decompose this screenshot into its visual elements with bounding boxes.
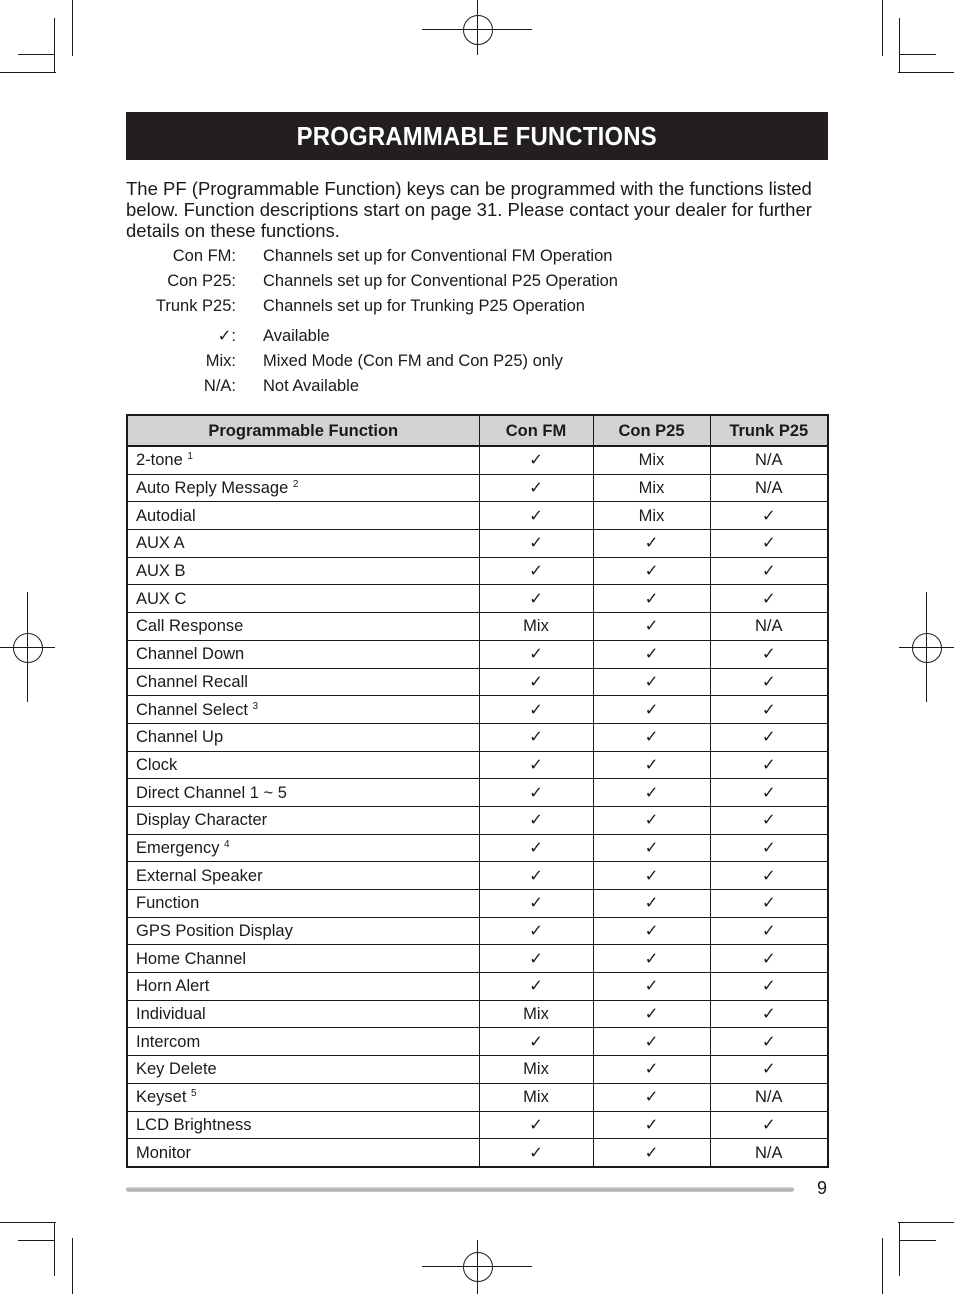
intro-paragraph: The PF (Programmable Function) keys can be programmed with the functions listed below. Function descriptions start on page 31. Please contact your dealer for further details on these functions. <box>126 178 812 241</box>
con-p25-cell: ✓ <box>593 1000 710 1028</box>
con-fm-cell: ✓ <box>479 502 593 530</box>
table-row <box>127 1028 828 1056</box>
table-row <box>127 1111 828 1139</box>
con-fm-cell: ✓ <box>479 890 593 918</box>
con-p25-cell: ✓ <box>593 640 710 668</box>
page-title: PROGRAMMABLE FUNCTIONS <box>296 121 658 151</box>
function-name: Autodial <box>136 506 196 525</box>
table-row <box>127 806 828 834</box>
con-fm-cell: ✓ <box>479 945 593 973</box>
con-p25-cell: ✓ <box>593 1083 710 1111</box>
trunk-p25-cell: ✓ <box>710 779 828 807</box>
function-name: Function <box>136 894 200 913</box>
table-row <box>127 640 828 668</box>
table-body <box>127 446 828 1167</box>
con-p25-cell: Mix <box>593 474 710 502</box>
function-name-cell <box>127 779 479 807</box>
con-fm-cell: ✓ <box>479 557 593 585</box>
trunk-p25-cell: ✓ <box>710 696 828 724</box>
trunk-p25-cell: N/A <box>710 613 828 641</box>
trunk-p25-cell: ✓ <box>710 862 828 890</box>
footnote-ref: 1 <box>187 451 193 463</box>
legend-key: Con P25: <box>167 272 236 290</box>
function-name-cell <box>127 696 479 724</box>
con-p25-cell: Mix <box>593 446 710 474</box>
function-name-cell <box>127 973 479 1001</box>
function-name-cell <box>127 834 479 862</box>
con-fm-cell: ✓ <box>479 751 593 779</box>
con-p25-cell: ✓ <box>593 696 710 724</box>
legend-value: Channels set up for Conventional P25 Operation <box>263 272 618 290</box>
function-name: GPS Position Display <box>136 922 293 941</box>
column-header-function: Programmable Function <box>127 415 479 446</box>
function-name: Channel Recall <box>136 672 248 691</box>
function-name: Intercom <box>136 1032 201 1051</box>
trunk-p25-cell: ✓ <box>710 945 828 973</box>
con-fm-cell: ✓ <box>479 779 593 807</box>
function-name-cell <box>127 1028 479 1056</box>
con-fm-cell: ✓ <box>479 862 593 890</box>
trunk-p25-cell: ✓ <box>710 1056 828 1084</box>
function-name: Display Character <box>136 811 268 830</box>
con-fm-cell: ✓ <box>479 917 593 945</box>
function-name: Monitor <box>136 1143 192 1162</box>
con-p25-cell: Mix <box>593 502 710 530</box>
function-name: Channel Down <box>136 645 245 664</box>
function-name: Horn Alert <box>136 977 210 996</box>
con-p25-cell: ✓ <box>593 945 710 973</box>
con-fm-cell: Mix <box>479 613 593 641</box>
function-name: Emergency <box>136 838 220 857</box>
con-p25-cell: ✓ <box>593 613 710 641</box>
table-row <box>127 834 828 862</box>
function-name-cell <box>127 1111 479 1139</box>
function-name-cell <box>127 751 479 779</box>
trunk-p25-cell: ✓ <box>710 585 828 613</box>
function-name: Channel Select <box>136 700 248 719</box>
function-name: Individual <box>136 1005 206 1024</box>
legend-key: Mix: <box>205 352 236 370</box>
con-fm-cell: ✓ <box>479 640 593 668</box>
function-name: Channel Up <box>136 728 224 747</box>
trunk-p25-cell: N/A <box>710 1139 828 1167</box>
trunk-p25-cell: N/A <box>710 446 828 474</box>
table-row <box>127 530 828 558</box>
legend-key: ✓: <box>217 327 236 345</box>
function-name: 2-tone <box>136 451 183 470</box>
con-fm-cell: ✓ <box>479 585 593 613</box>
function-name-cell <box>127 613 479 641</box>
con-p25-cell: ✓ <box>593 1056 710 1084</box>
trunk-p25-cell: ✓ <box>710 917 828 945</box>
functions-table <box>126 414 829 1168</box>
con-p25-cell: ✓ <box>593 917 710 945</box>
trunk-p25-cell: N/A <box>710 1083 828 1111</box>
trunk-p25-cell: ✓ <box>710 890 828 918</box>
function-name-cell <box>127 557 479 585</box>
function-name: AUX B <box>136 562 186 581</box>
table-row <box>127 751 828 779</box>
table-row <box>127 723 828 751</box>
page-number: 9 <box>816 1178 827 1198</box>
function-name: Direct Channel 1 ~ 5 <box>136 783 287 802</box>
function-name: Call Response <box>136 617 244 636</box>
function-name-cell <box>127 474 479 502</box>
trunk-p25-cell: ✓ <box>710 640 828 668</box>
footnote-ref: 5 <box>191 1088 197 1100</box>
trunk-p25-cell: ✓ <box>710 668 828 696</box>
con-p25-cell: ✓ <box>593 779 710 807</box>
function-name-cell <box>127 1083 479 1111</box>
function-name-cell <box>127 723 479 751</box>
legend-value: Mixed Mode (Con FM and Con P25) only <box>263 352 563 370</box>
con-fm-cell: ✓ <box>479 1139 593 1167</box>
function-name: Key Delete <box>136 1060 217 1079</box>
con-p25-cell: ✓ <box>593 1139 710 1167</box>
legend-key: Con FM: <box>172 247 236 265</box>
trunk-p25-cell: ✓ <box>710 806 828 834</box>
function-name-cell <box>127 806 479 834</box>
con-p25-cell: ✓ <box>593 834 710 862</box>
con-fm-cell: ✓ <box>479 1028 593 1056</box>
con-p25-cell: ✓ <box>593 751 710 779</box>
table-row <box>127 613 828 641</box>
function-name-cell <box>127 862 479 890</box>
function-name-cell <box>127 1056 479 1084</box>
trunk-p25-cell: ✓ <box>710 751 828 779</box>
table-row <box>127 1083 828 1111</box>
trunk-p25-cell: ✓ <box>710 973 828 1001</box>
function-name-cell <box>127 640 479 668</box>
page-title-bar <box>126 112 828 160</box>
function-name: Auto Reply Message <box>136 479 289 498</box>
trunk-p25-cell: ✓ <box>710 1028 828 1056</box>
table-row <box>127 585 828 613</box>
function-name-cell <box>127 668 479 696</box>
table-row <box>127 1139 828 1167</box>
column-header-trunk-p25: Trunk P25 <box>710 415 828 446</box>
legend-value: Not Available <box>263 377 360 395</box>
trunk-p25-cell: ✓ <box>710 723 828 751</box>
legend-value: Channels set up for Conventional FM Operation <box>263 247 613 265</box>
table-header-row <box>127 415 828 446</box>
legend-value: Channels set up for Trunking P25 Operation <box>263 297 585 315</box>
table-row <box>127 557 828 585</box>
table-row <box>127 474 828 502</box>
legend-key: N/A: <box>203 377 236 395</box>
con-p25-cell: ✓ <box>593 806 710 834</box>
footer-divider <box>126 1187 794 1192</box>
function-name-cell <box>127 945 479 973</box>
function-name: Clock <box>136 755 178 774</box>
con-p25-cell: ✓ <box>593 668 710 696</box>
con-p25-cell: ✓ <box>593 557 710 585</box>
table-row <box>127 945 828 973</box>
function-name-cell <box>127 1000 479 1028</box>
con-fm-cell: ✓ <box>479 723 593 751</box>
trunk-p25-cell: N/A <box>710 474 828 502</box>
table-row <box>127 1000 828 1028</box>
table-row <box>127 1056 828 1084</box>
function-name: LCD Brightness <box>136 1115 252 1134</box>
footnote-ref: 3 <box>252 700 259 712</box>
con-fm-cell: Mix <box>479 1083 593 1111</box>
table-row <box>127 779 828 807</box>
con-fm-cell: ✓ <box>479 834 593 862</box>
function-name-cell <box>127 502 479 530</box>
function-name: External Speaker <box>136 866 263 885</box>
table-row <box>127 446 828 474</box>
function-name-cell <box>127 917 479 945</box>
con-p25-cell: ✓ <box>593 1028 710 1056</box>
con-p25-cell: ✓ <box>593 585 710 613</box>
con-fm-cell: ✓ <box>479 806 593 834</box>
trunk-p25-cell: ✓ <box>710 834 828 862</box>
trunk-p25-cell: ✓ <box>710 557 828 585</box>
trunk-p25-cell: ✓ <box>710 502 828 530</box>
con-p25-cell: ✓ <box>593 890 710 918</box>
con-fm-cell: ✓ <box>479 474 593 502</box>
trunk-p25-cell: ✓ <box>710 1111 828 1139</box>
table-row <box>127 502 828 530</box>
function-name-cell <box>127 530 479 558</box>
table-row <box>127 890 828 918</box>
function-name: AUX A <box>136 534 185 553</box>
table-row <box>127 917 828 945</box>
footnote-ref: 4 <box>224 838 230 850</box>
con-fm-cell: ✓ <box>479 973 593 1001</box>
con-fm-cell: ✓ <box>479 668 593 696</box>
legend-key: Trunk P25: <box>155 297 236 315</box>
function-name-cell <box>127 585 479 613</box>
function-name-cell <box>127 1139 479 1167</box>
footnote-ref: 2 <box>292 479 299 491</box>
trunk-p25-cell: ✓ <box>710 530 828 558</box>
con-fm-cell: Mix <box>479 1056 593 1084</box>
con-fm-cell: ✓ <box>479 1111 593 1139</box>
function-name: AUX C <box>136 589 187 608</box>
con-fm-cell: ✓ <box>479 530 593 558</box>
function-name-cell <box>127 890 479 918</box>
column-header-con-fm: Con FM <box>479 415 593 446</box>
con-p25-cell: ✓ <box>593 723 710 751</box>
con-fm-cell: Mix <box>479 1000 593 1028</box>
con-p25-cell: ✓ <box>593 1111 710 1139</box>
con-p25-cell: ✓ <box>593 973 710 1001</box>
con-fm-cell: ✓ <box>479 696 593 724</box>
trunk-p25-cell: ✓ <box>710 1000 828 1028</box>
legend-value: Available <box>263 327 330 345</box>
con-fm-cell: ✓ <box>479 446 593 474</box>
function-name: Home Channel <box>136 949 247 968</box>
function-name-cell <box>127 446 479 474</box>
con-p25-cell: ✓ <box>593 530 710 558</box>
table-row <box>127 862 828 890</box>
function-name: Keyset <box>136 1088 187 1107</box>
table-row <box>127 973 828 1001</box>
column-header-con-p25: Con P25 <box>593 415 710 446</box>
table-row <box>127 696 828 724</box>
con-p25-cell: ✓ <box>593 862 710 890</box>
table-row <box>127 668 828 696</box>
